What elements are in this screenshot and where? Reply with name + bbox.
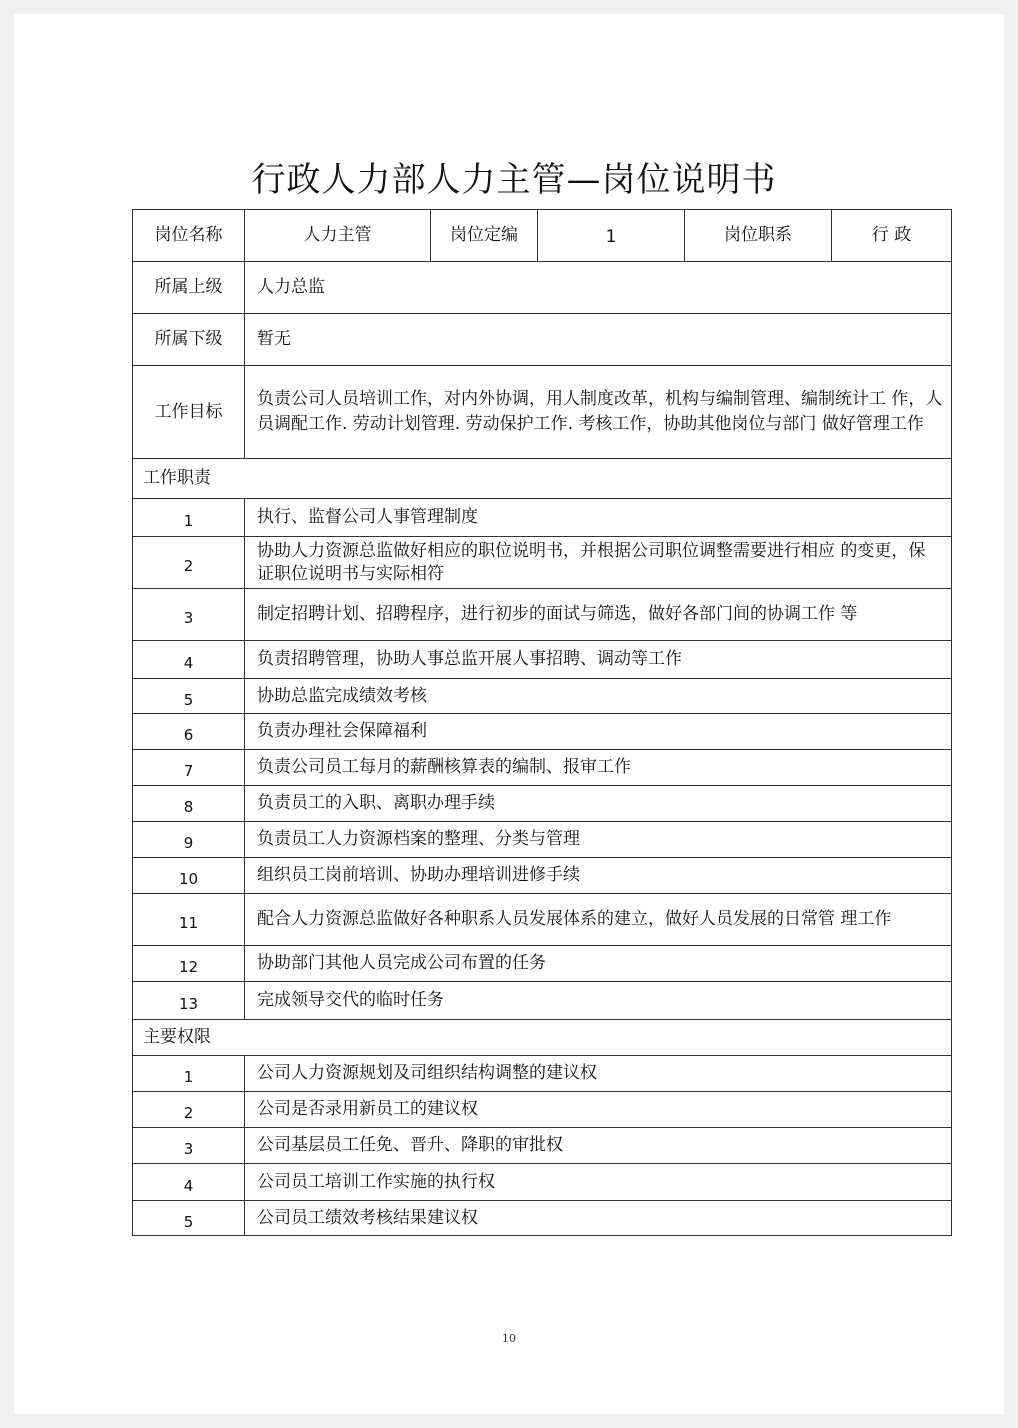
table-row: [133, 858, 952, 894]
table-row: [133, 714, 952, 750]
position-name-label: 岗位名称: [133, 210, 245, 262]
row-text: 组织员工岗前培训、协助办理培训进修手续: [245, 858, 952, 894]
row-text: 公司员工绩效考核结果建议权: [245, 1201, 952, 1236]
powers-heading: 主要权限: [133, 1020, 952, 1056]
row-number: 8: [133, 786, 245, 822]
row-text: 公司人力资源规划及司组织结构调整的建议权: [245, 1056, 952, 1092]
row-text: 负责员工人力资源档案的整理、分类与管理: [245, 822, 952, 858]
superior-label: 所属上级: [133, 262, 245, 314]
row-text: 负责员工的入职、离职办理手续: [245, 786, 952, 822]
table-row: [133, 1092, 952, 1128]
subordinate-row: [133, 314, 952, 366]
row-text: 负责办理社会保障福利: [245, 714, 952, 750]
row-number: 3: [133, 1128, 245, 1164]
table-row: [133, 786, 952, 822]
row-text: 公司员工培训工作实施的执行权: [245, 1164, 952, 1201]
duties-heading-row: [133, 459, 952, 499]
position-name-value: 人力主管: [245, 210, 431, 262]
job-description-table: [132, 209, 952, 1236]
superior-row: [133, 262, 952, 314]
subordinate-label: 所属下级: [133, 314, 245, 366]
subordinate-value: 暂无: [245, 314, 952, 366]
row-text: 协助总监完成绩效考核: [245, 679, 952, 714]
row-number: 2: [133, 1092, 245, 1128]
row-number: 10: [133, 858, 245, 894]
row-number: 12: [133, 946, 245, 982]
position-quota-label: 岗位定编: [431, 210, 538, 262]
row-number: 3: [133, 589, 245, 641]
position-series-value: 行 政: [832, 210, 952, 262]
row-number: 7: [133, 750, 245, 786]
table-row: [133, 641, 952, 679]
row-text: 协助部门其他人员完成公司布置的任务: [245, 946, 952, 982]
table-row: [133, 499, 952, 537]
table-row: [133, 822, 952, 858]
row-number: 2: [133, 537, 245, 589]
row-text: 协助人力资源总监做好相应的职位说明书，并根据公司职位调整需要进行相应 的变更，保证职位说明书与实际相符: [245, 537, 952, 589]
row-text: 公司是否录用新员工的建议权: [245, 1092, 952, 1128]
table-row: [133, 1056, 952, 1092]
row-text: 负责公司员工每月的薪酬核算表的编制、报审工作: [245, 750, 952, 786]
table-row: [133, 894, 952, 946]
row-number: 13: [133, 982, 245, 1020]
document-page: [14, 14, 1004, 1414]
table-row: [133, 1128, 952, 1164]
page-number: 10: [502, 1332, 516, 1345]
row-number: 1: [133, 1056, 245, 1092]
table-row: [133, 750, 952, 786]
table-row: [133, 1164, 952, 1201]
row-text: 完成领导交代的临时任务: [245, 982, 952, 1020]
table-row: [133, 946, 952, 982]
row-number: 6: [133, 714, 245, 750]
position-quota-value: 1: [538, 210, 685, 262]
position-series-label: 岗位职系: [685, 210, 832, 262]
superior-value: 人力总监: [245, 262, 952, 314]
row-number: 11: [133, 894, 245, 946]
table-row: [133, 679, 952, 714]
goal-label: 工作目标: [133, 366, 245, 459]
page-title: 行政人力部人力主管—岗位说明书: [251, 160, 777, 200]
header-row: [133, 210, 952, 262]
table-row: [133, 982, 952, 1020]
row-number: 9: [133, 822, 245, 858]
row-number: 5: [133, 1201, 245, 1236]
row-text: 执行、监督公司人事管理制度: [245, 499, 952, 537]
goal-value: 负责公司人员培训工作，对内外协调，用人制度改革，机构与编制管理、编制统计工 作，人员调配工作. 劳动计划管理. 劳动保护工作. 考核工作，协助其他岗位与部门 做好管理工作: [245, 366, 952, 459]
row-number: 4: [133, 641, 245, 679]
table-row: [133, 589, 952, 641]
powers-heading-row: [133, 1020, 952, 1056]
row-number: 5: [133, 679, 245, 714]
duties-list: [133, 499, 952, 1020]
row-number: 1: [133, 499, 245, 537]
goal-row: [133, 366, 952, 459]
row-number: 4: [133, 1164, 245, 1201]
powers-list: [133, 1056, 952, 1236]
row-text: 配合人力资源总监做好各种职系人员发展体系的建立，做好人员发展的日常管 理工作: [245, 894, 952, 946]
duties-heading: 工作职责: [133, 459, 952, 499]
table-row: [133, 1201, 952, 1236]
row-text: 负责招聘管理，协助人事总监开展人事招聘、调动等工作: [245, 641, 952, 679]
row-text: 制定招聘计划、招聘程序，进行初步的面试与筛选，做好各部门间的协调工作 等: [245, 589, 952, 641]
row-text: 公司基层员工任免、晋升、降职的审批权: [245, 1128, 952, 1164]
table-row: [133, 537, 952, 589]
